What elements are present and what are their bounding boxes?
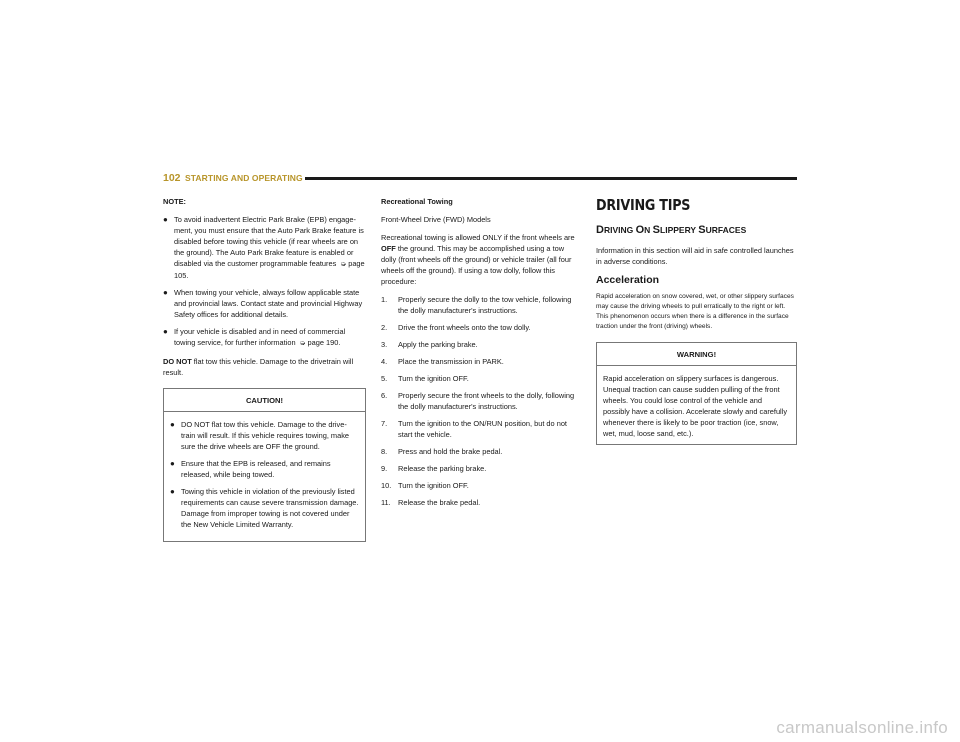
note-label: NOTE: (163, 197, 186, 206)
step-item: 11. Release the brake pedal. (381, 498, 481, 507)
step-item: 3. Apply the parking brake. (381, 340, 478, 349)
step-item: 9. Release the parking brake. (381, 464, 487, 473)
bullet-icon: ● (170, 459, 175, 468)
header-rule (305, 177, 797, 180)
driving-tips-title: DRIVING TIPS (596, 196, 691, 214)
acceleration-heading: Acceleration (596, 274, 660, 286)
watermark: carmanualsonline.info (776, 718, 948, 737)
page-ref-link[interactable]: page 190. (307, 338, 341, 347)
slippery-intro: Information in this section will aid in safe controlled launches in adverse conditions. (596, 246, 794, 266)
note-bullet: ● If your vehicle is disabled and in need of commercial towing service, for further information ➭ page 190. (163, 327, 346, 347)
step-item: 6. Properly secure the front wheels to the dolly, following the dolly manufacturer's instructions. (381, 391, 575, 411)
caution-box (163, 388, 366, 542)
note-bullets (163, 214, 366, 349)
step-item: 4. Place the transmission in PARK. (381, 357, 504, 366)
caution-bullet: ● Ensure that the EPB is released, and remains released, while being towed. (170, 459, 331, 479)
acceleration-text: Rapid acceleration on snow covered, wet, or other slippery surfaces may cause the driving wheels to pull erratically to the right or left. This phenomenon occurs when there is a difference in the surface traction under the front (driving) wheels. (596, 293, 794, 330)
warning-title: WARNING! (597, 343, 796, 366)
step-item: 2. Drive the front wheels onto the tow dolly. (381, 323, 531, 332)
page-ref-arrow-icon: ➭ (299, 340, 306, 347)
step-item: 1. Properly secure the dolly to the tow vehicle, following the dolly manufacturer's instructions. (381, 295, 572, 315)
bullet-icon: ● (170, 487, 175, 496)
caution-bullet: ● Towing this vehicle in violation of the previously listed requirements can cause severe transmission damage. Damage from improper towing is not covered under the New Vehicle Limited Warranty. (170, 487, 359, 529)
warning-text: Rapid acceleration on slippery surfaces is dangerous. Unequal traction can cause sudden pulling of the front wheels. You could lose control of the vehicle and possibly have a collision. Accelerate slowly and carefully whenever there is likely to be poor traction (ice, snow, wet, mud, loose sand, etc.). (603, 374, 788, 438)
right-column (596, 196, 797, 445)
towing-intro: Recreational towing is allowed ONLY if the front wheels are OFF the ground. This may be accomplished using a tow dolly (front wheels off the ground) or vehicle trailer (all four wheels off the ground). If using a tow dolly, follow this procedure: (381, 233, 575, 286)
step-item: 10. Turn the ignition OFF. (381, 481, 469, 490)
step-item: 5. Turn the ignition OFF. (381, 374, 469, 383)
note-bullet: ● To avoid inadvertent Electric Park Brake (EPB) engage-ment, you must ensure that the Auto Park Brake feature is disabled before towing this vehicle (if rear wheels are on the ground). The Auto Park Brake feature is enabled or disabled via the customer programmable features ➭ page 105. (163, 215, 365, 280)
note-bullet: ● When towing your vehicle, always follow applicable state and provincial laws. Contact state and provincial Highway Safety offices for additional details. (163, 288, 363, 319)
left-column (163, 196, 366, 542)
do-not-paragraph: DO NOT flat tow this vehicle. Damage to the drivetrain will result. (163, 357, 354, 377)
towing-steps (381, 294, 581, 508)
slippery-surfaces-heading: DRIVING ON SLIPPERY SURFACES (596, 224, 747, 236)
middle-column (381, 196, 581, 514)
step-item: 7. Turn the ignition to the ON/RUN position, but do not start the vehicle. (381, 419, 567, 439)
caution-bullet: ● DO NOT flat tow this vehicle. Damage to the drive-train will result. If this vehicle requires towing, make sure the drive wheels are OFF the ground. (170, 420, 349, 451)
page-ref-arrow-icon: ➭ (340, 261, 347, 268)
step-item: 8. Press and hold the brake pedal. (381, 447, 503, 456)
caution-title: CAUTION! (164, 389, 365, 412)
bullet-icon: ● (163, 215, 168, 224)
fwd-subheading: Front-Wheel Drive (FWD) Models (381, 215, 491, 224)
page-header (163, 172, 797, 186)
bullet-icon: ● (170, 420, 175, 429)
page-ref-link[interactable]: page 105. (174, 259, 365, 280)
recreational-towing-heading: Recreational Towing (381, 197, 453, 206)
bullet-icon: ● (163, 288, 168, 297)
warning-box (596, 342, 797, 445)
bullet-icon: ● (163, 327, 168, 336)
section-title: STARTING AND OPERATING (185, 173, 303, 183)
page-number: 102 (163, 172, 181, 184)
